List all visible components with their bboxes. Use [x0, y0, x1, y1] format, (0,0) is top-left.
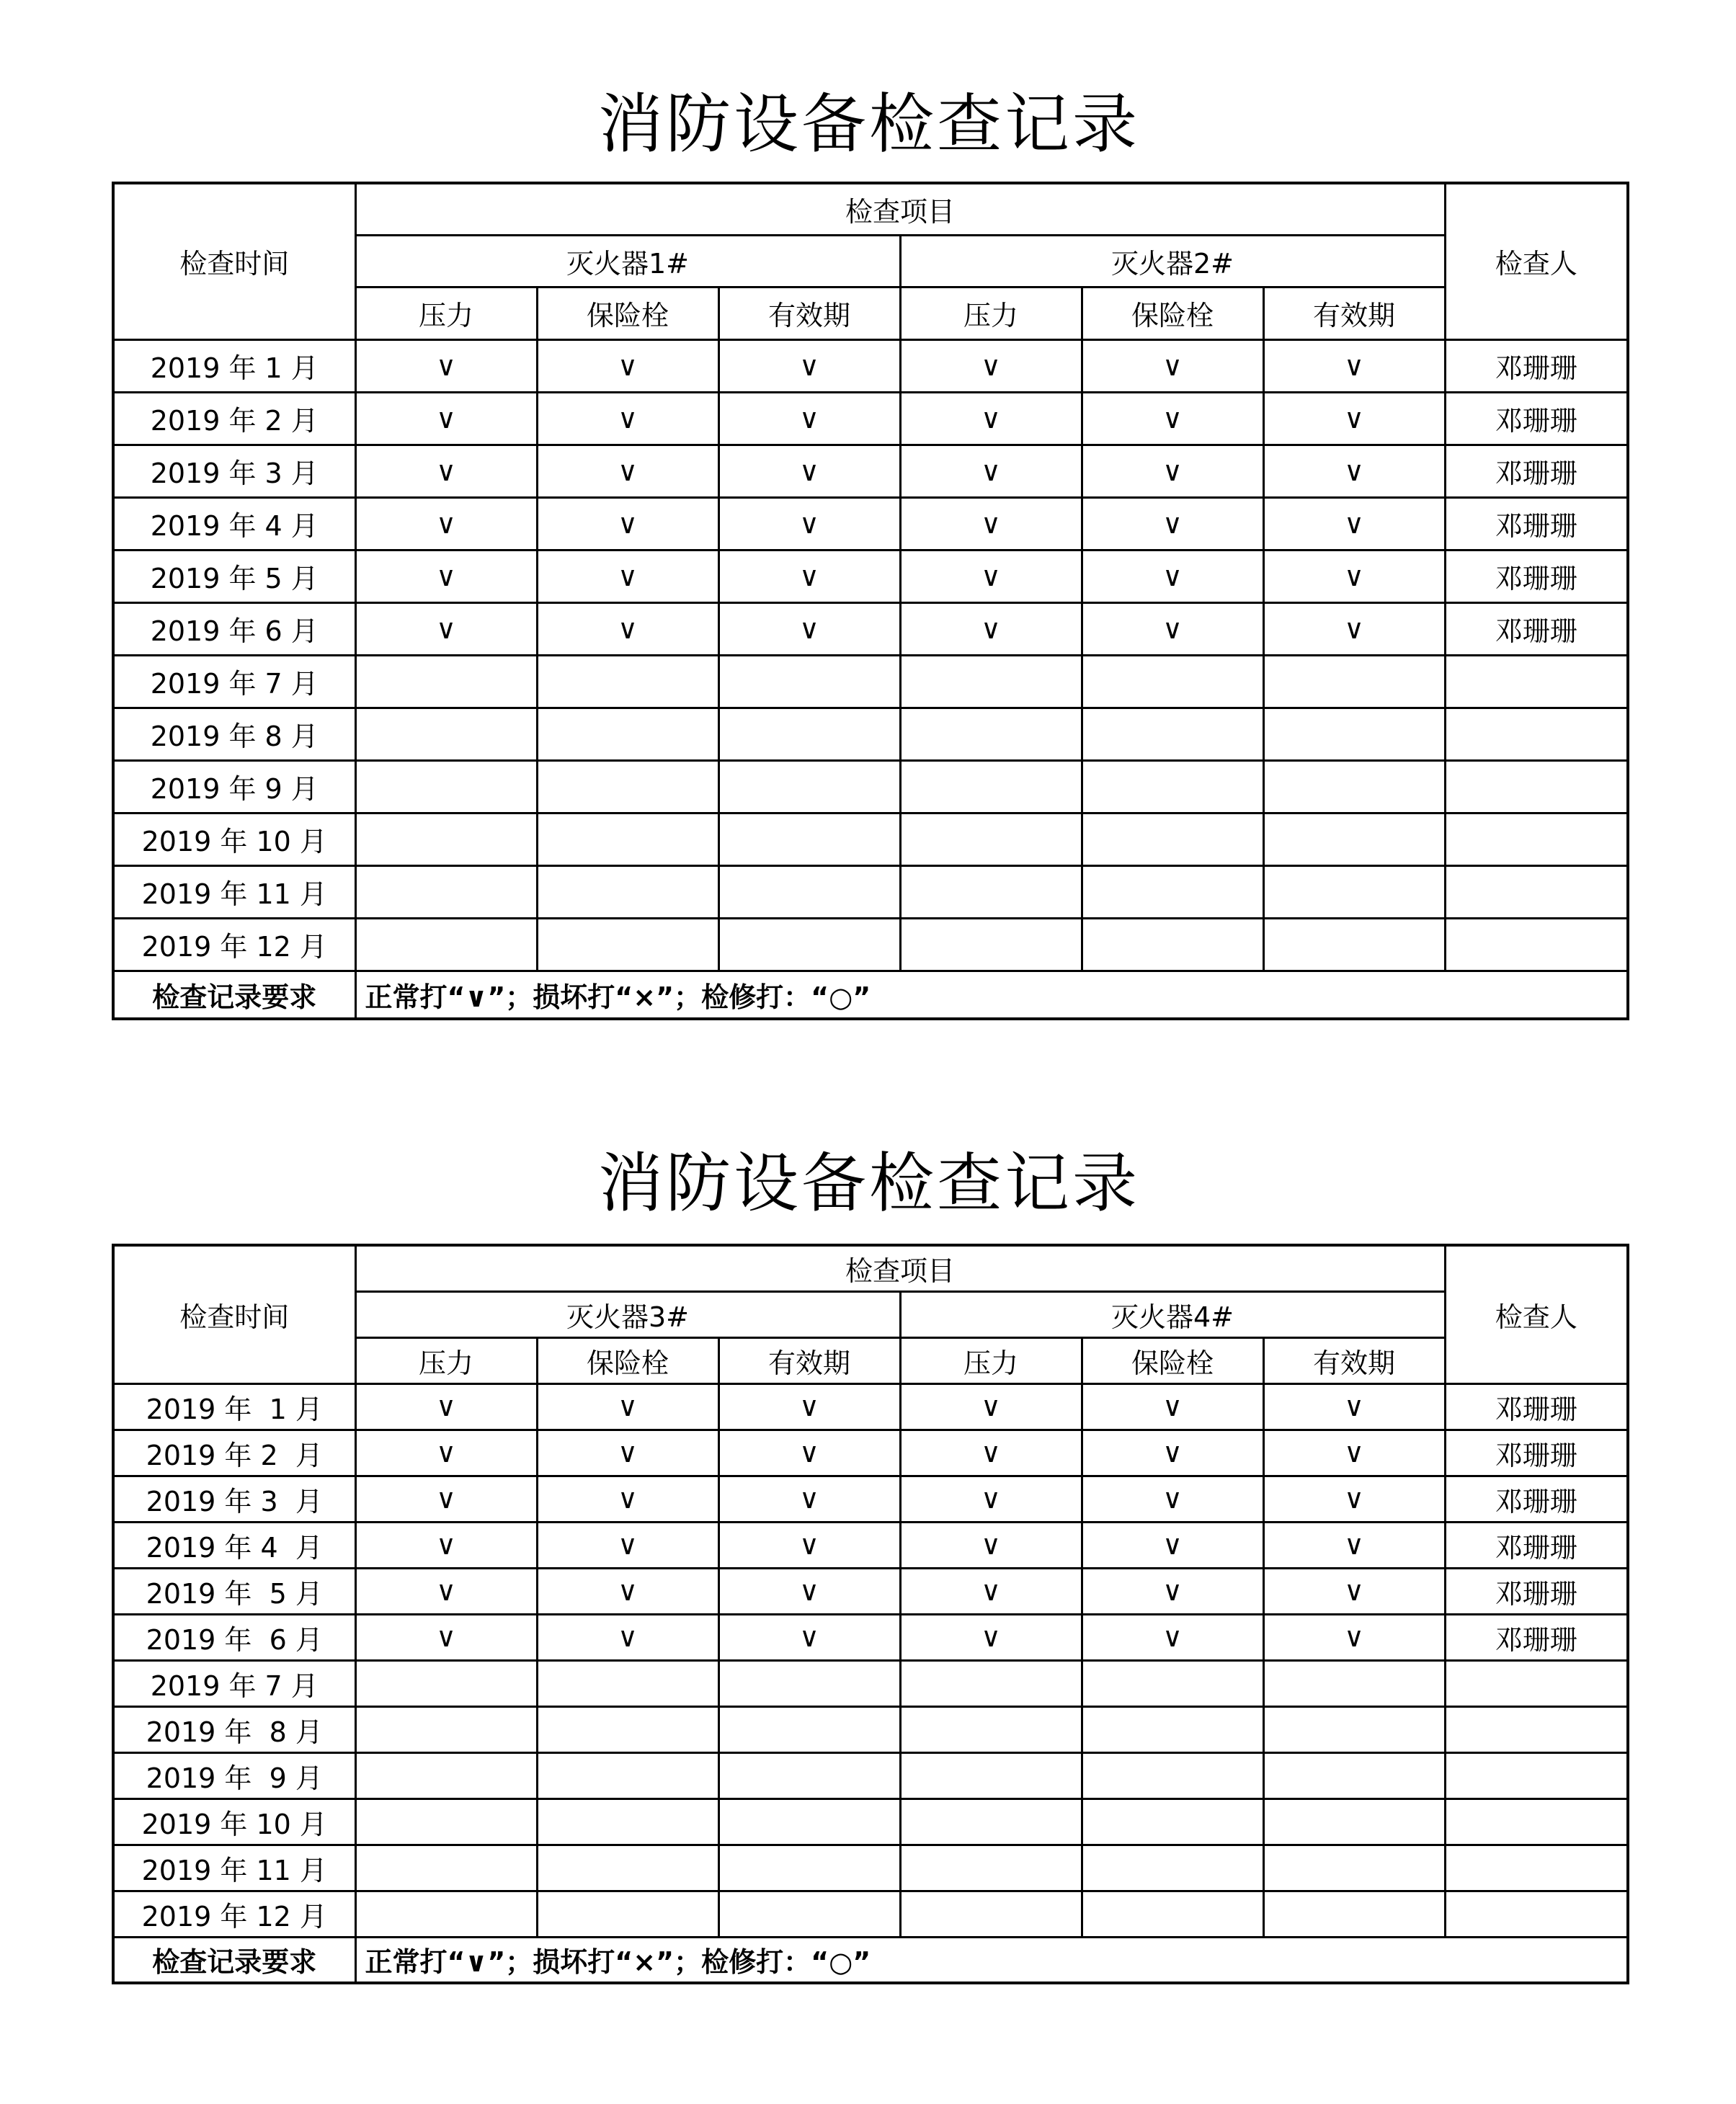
check-mark-cell[interactable]: [900, 760, 1082, 813]
sheet-title: 消防设备检查记录: [598, 86, 1140, 162]
check-mark-cell[interactable]: [355, 813, 537, 865]
header-device-a: 灭火器3#: [355, 1291, 900, 1337]
check-mark-cell[interactable]: ∨: [900, 1614, 1082, 1660]
note-text: 正常打“∨”；损坏打“×”；检修打：“○”: [355, 971, 1628, 1019]
table-row: [113, 1706, 1628, 1752]
inspector-cell[interactable]: [1445, 865, 1628, 918]
inspector-cell[interactable]: 邓珊珊: [1445, 1614, 1628, 1660]
inspector-cell[interactable]: [1445, 1706, 1628, 1752]
check-mark-cell[interactable]: ∨: [900, 445, 1082, 497]
table-row: [113, 1383, 1628, 1430]
header-sub-expiry: 有效期: [1263, 287, 1445, 339]
check-mark-cell[interactable]: ∨: [718, 339, 900, 392]
check-mark-cell[interactable]: [1263, 1706, 1445, 1752]
note-label: 检查记录要求: [113, 1937, 355, 1983]
inspector-cell[interactable]: [1445, 1660, 1628, 1706]
header-time: 检查时间: [113, 1245, 355, 1383]
check-mark-cell[interactable]: [1082, 1798, 1263, 1845]
check-mark-cell[interactable]: ∨: [1082, 1614, 1263, 1660]
check-mark-cell[interactable]: [1263, 1752, 1445, 1798]
inspector-cell[interactable]: 邓珊珊: [1445, 1476, 1628, 1522]
table-row: [113, 1891, 1628, 1937]
check-mark-cell[interactable]: [355, 1706, 537, 1752]
check-mark-cell[interactable]: [537, 918, 718, 971]
inspector-cell[interactable]: 邓珊珊: [1445, 497, 1628, 550]
check-mark-cell[interactable]: ∨: [1263, 497, 1445, 550]
header-sub-safety-pin: 保险栓: [537, 1337, 718, 1383]
check-mark-cell[interactable]: [900, 1706, 1082, 1752]
inspection-sheet-2: [112, 1146, 1626, 1984]
date-cell: 2019 年 1 月: [113, 1383, 355, 1430]
inspector-cell[interactable]: 邓珊珊: [1445, 602, 1628, 655]
header-device-b: 灭火器2#: [900, 235, 1445, 287]
check-mark-cell[interactable]: [355, 1891, 537, 1937]
date-cell: 2019 年 5 月: [113, 550, 355, 602]
table-row: [113, 813, 1628, 865]
check-mark-cell[interactable]: ∨: [1082, 339, 1263, 392]
check-mark-cell[interactable]: [718, 760, 900, 813]
check-mark-cell[interactable]: [355, 918, 537, 971]
check-mark-cell[interactable]: ∨: [537, 602, 718, 655]
header-sub-safety-pin: 保险栓: [1082, 1337, 1263, 1383]
check-mark-cell[interactable]: ∨: [1082, 602, 1263, 655]
inspector-cell[interactable]: 邓珊珊: [1445, 1383, 1628, 1430]
check-mark-cell[interactable]: ∨: [718, 1430, 900, 1476]
check-mark-cell[interactable]: [1263, 1845, 1445, 1891]
check-mark-cell[interactable]: [1082, 760, 1263, 813]
date-cell: 2019 年 7 月: [113, 1660, 355, 1706]
check-mark-cell[interactable]: [718, 813, 900, 865]
table-row: [113, 550, 1628, 602]
check-mark-cell[interactable]: ∨: [718, 445, 900, 497]
check-mark-cell[interactable]: ∨: [1263, 1614, 1445, 1660]
table-row: [113, 760, 1628, 813]
inspector-cell[interactable]: 邓珊珊: [1445, 339, 1628, 392]
header-time: 检查时间: [113, 183, 355, 339]
check-mark-cell[interactable]: [1082, 1660, 1263, 1706]
check-mark-cell[interactable]: [1263, 708, 1445, 760]
date-cell: 2019 年 6 月: [113, 1614, 355, 1660]
check-mark-cell[interactable]: [1082, 1891, 1263, 1937]
date-cell: 2019 年 11 月: [113, 1845, 355, 1891]
check-mark-cell[interactable]: ∨: [1263, 339, 1445, 392]
date-cell: 2019 年 12 月: [113, 1891, 355, 1937]
inspection-sheet-1: [112, 86, 1626, 1020]
check-mark-cell[interactable]: [1082, 708, 1263, 760]
inspection-table: [112, 182, 1629, 1020]
check-mark-cell[interactable]: [1263, 813, 1445, 865]
check-mark-cell[interactable]: ∨: [1263, 1430, 1445, 1476]
date-cell: 2019 年 2 月: [113, 1430, 355, 1476]
check-mark-cell[interactable]: [355, 1845, 537, 1891]
check-mark-cell[interactable]: [537, 1845, 718, 1891]
check-mark-cell[interactable]: [1082, 1845, 1263, 1891]
inspector-cell[interactable]: 邓珊珊: [1445, 1430, 1628, 1476]
check-mark-cell[interactable]: [355, 1752, 537, 1798]
check-mark-cell[interactable]: ∨: [355, 1476, 537, 1522]
date-cell: 2019 年 5 月: [113, 1568, 355, 1614]
check-mark-cell[interactable]: ∨: [355, 497, 537, 550]
header-sub-pressure: 压力: [900, 1337, 1082, 1383]
check-mark-cell[interactable]: ∨: [718, 602, 900, 655]
check-mark-cell[interactable]: ∨: [537, 1522, 718, 1568]
check-mark-cell[interactable]: ∨: [1263, 602, 1445, 655]
check-mark-cell[interactable]: [1263, 1798, 1445, 1845]
table-row: [113, 392, 1628, 445]
check-mark-cell[interactable]: ∨: [537, 392, 718, 445]
check-mark-cell[interactable]: ∨: [718, 550, 900, 602]
check-mark-cell[interactable]: [355, 708, 537, 760]
check-mark-cell[interactable]: ∨: [1082, 445, 1263, 497]
header-person: 检查人: [1445, 1245, 1628, 1383]
inspector-cell[interactable]: 邓珊珊: [1445, 1522, 1628, 1568]
check-mark-cell[interactable]: [1082, 655, 1263, 708]
check-mark-cell[interactable]: ∨: [718, 1476, 900, 1522]
table-row: [113, 1430, 1628, 1476]
check-mark-cell[interactable]: ∨: [1082, 550, 1263, 602]
check-mark-cell[interactable]: [900, 708, 1082, 760]
check-mark-cell[interactable]: ∨: [1082, 392, 1263, 445]
check-mark-cell[interactable]: ∨: [537, 445, 718, 497]
check-mark-cell[interactable]: [537, 865, 718, 918]
check-mark-cell[interactable]: ∨: [355, 1568, 537, 1614]
date-cell: 2019 年 4 月: [113, 497, 355, 550]
check-mark-cell[interactable]: ∨: [900, 602, 1082, 655]
check-mark-cell[interactable]: ∨: [1082, 1568, 1263, 1614]
date-cell: 2019 年 6 月: [113, 602, 355, 655]
check-mark-cell[interactable]: [900, 1752, 1082, 1798]
check-mark-cell[interactable]: ∨: [355, 1614, 537, 1660]
check-mark-cell[interactable]: ∨: [718, 497, 900, 550]
check-mark-cell[interactable]: ∨: [1263, 1383, 1445, 1430]
inspection-table: [112, 1244, 1629, 1984]
check-mark-cell[interactable]: ∨: [900, 1430, 1082, 1476]
check-mark-cell[interactable]: [1263, 655, 1445, 708]
check-mark-cell[interactable]: [1082, 865, 1263, 918]
check-mark-cell[interactable]: ∨: [900, 497, 1082, 550]
check-mark-cell[interactable]: ∨: [718, 1614, 900, 1660]
check-mark-cell[interactable]: [537, 760, 718, 813]
check-mark-cell[interactable]: [1263, 918, 1445, 971]
table-row: [113, 602, 1628, 655]
date-cell: 2019 年 11 月: [113, 865, 355, 918]
table-row: [113, 918, 1628, 971]
table-row: [113, 708, 1628, 760]
check-mark-cell[interactable]: [1263, 760, 1445, 813]
check-mark-cell[interactable]: [355, 1798, 537, 1845]
check-mark-cell[interactable]: ∨: [900, 1522, 1082, 1568]
inspector-cell[interactable]: [1445, 1891, 1628, 1937]
date-cell: 2019 年 9 月: [113, 1752, 355, 1798]
header-person: 检查人: [1445, 183, 1628, 339]
check-mark-cell[interactable]: [355, 865, 537, 918]
table-row: [113, 1522, 1628, 1568]
check-mark-cell[interactable]: [1082, 1752, 1263, 1798]
check-mark-cell[interactable]: [1263, 1660, 1445, 1706]
date-cell: 2019 年 7 月: [113, 655, 355, 708]
date-cell: 2019 年 3 月: [113, 445, 355, 497]
check-mark-cell[interactable]: ∨: [355, 392, 537, 445]
header-items: 检查项目: [355, 183, 1445, 235]
header-sub-pressure: 压力: [355, 287, 537, 339]
table-row: [113, 1845, 1628, 1891]
check-mark-cell[interactable]: [537, 1660, 718, 1706]
check-mark-cell[interactable]: ∨: [1263, 1476, 1445, 1522]
check-mark-cell[interactable]: [537, 655, 718, 708]
table-row: [113, 1476, 1628, 1522]
check-mark-cell[interactable]: [900, 813, 1082, 865]
header-sub-pressure: 压力: [355, 1337, 537, 1383]
check-mark-cell[interactable]: ∨: [718, 392, 900, 445]
check-mark-cell[interactable]: [1082, 813, 1263, 865]
check-mark-cell[interactable]: [900, 918, 1082, 971]
check-mark-cell[interactable]: [355, 1660, 537, 1706]
date-cell: 2019 年 1 月: [113, 339, 355, 392]
check-mark-cell[interactable]: ∨: [1082, 1476, 1263, 1522]
inspector-cell[interactable]: [1445, 1798, 1628, 1845]
check-mark-cell[interactable]: [900, 1845, 1082, 1891]
header-items: 检查项目: [355, 1245, 1445, 1291]
check-mark-cell[interactable]: ∨: [1082, 1430, 1263, 1476]
check-mark-cell[interactable]: [537, 1798, 718, 1845]
table-row: [113, 1660, 1628, 1706]
check-mark-cell[interactable]: [718, 1845, 900, 1891]
table-row: [113, 339, 1628, 392]
check-mark-cell[interactable]: ∨: [900, 1383, 1082, 1430]
date-cell: 2019 年 4 月: [113, 1522, 355, 1568]
header-device-a: 灭火器1#: [355, 235, 900, 287]
date-cell: 2019 年 8 月: [113, 1706, 355, 1752]
check-mark-cell[interactable]: [355, 655, 537, 708]
check-mark-cell[interactable]: ∨: [537, 1568, 718, 1614]
check-mark-cell[interactable]: [900, 865, 1082, 918]
check-mark-cell[interactable]: ∨: [900, 550, 1082, 602]
check-mark-cell[interactable]: ∨: [355, 1383, 537, 1430]
header-sub-expiry: 有效期: [718, 287, 900, 339]
note-text: 正常打“∨”；损坏打“×”；检修打：“○”: [355, 1937, 1628, 1983]
date-cell: 2019 年 10 月: [113, 813, 355, 865]
check-mark-cell[interactable]: [718, 1752, 900, 1798]
check-mark-cell[interactable]: [900, 1798, 1082, 1845]
check-mark-cell[interactable]: ∨: [900, 339, 1082, 392]
check-mark-cell[interactable]: [900, 1891, 1082, 1937]
check-mark-cell[interactable]: ∨: [537, 1383, 718, 1430]
check-mark-cell[interactable]: ∨: [355, 1430, 537, 1476]
check-mark-cell[interactable]: [537, 1752, 718, 1798]
check-mark-cell[interactable]: [1082, 918, 1263, 971]
date-cell: 2019 年 8 月: [113, 708, 355, 760]
header-sub-expiry: 有效期: [718, 1337, 900, 1383]
table-row: [113, 1568, 1628, 1614]
table-row: [113, 1614, 1628, 1660]
check-mark-cell[interactable]: ∨: [355, 339, 537, 392]
header-sub-safety-pin: 保险栓: [537, 287, 718, 339]
inspector-cell[interactable]: [1445, 708, 1628, 760]
check-mark-cell[interactable]: [900, 655, 1082, 708]
date-cell: 2019 年 10 月: [113, 1798, 355, 1845]
table-row: [113, 655, 1628, 708]
check-mark-cell[interactable]: ∨: [718, 1568, 900, 1614]
date-cell: 2019 年 9 月: [113, 760, 355, 813]
check-mark-cell[interactable]: [718, 708, 900, 760]
table-row: [113, 497, 1628, 550]
check-mark-cell[interactable]: ∨: [1263, 550, 1445, 602]
table-row: [113, 1798, 1628, 1845]
check-mark-cell[interactable]: ∨: [1263, 1568, 1445, 1614]
check-mark-cell[interactable]: ∨: [537, 1476, 718, 1522]
check-mark-cell[interactable]: [718, 1798, 900, 1845]
check-mark-cell[interactable]: ∨: [1263, 445, 1445, 497]
check-mark-cell[interactable]: [718, 865, 900, 918]
date-cell: 2019 年 2 月: [113, 392, 355, 445]
check-mark-cell[interactable]: ∨: [1082, 1522, 1263, 1568]
table-row: [113, 865, 1628, 918]
header-sub-pressure: 压力: [900, 287, 1082, 339]
check-mark-cell[interactable]: ∨: [1263, 392, 1445, 445]
check-mark-cell[interactable]: ∨: [537, 1430, 718, 1476]
check-mark-cell[interactable]: [537, 708, 718, 760]
check-mark-cell[interactable]: ∨: [900, 1476, 1082, 1522]
check-mark-cell[interactable]: [1082, 1706, 1263, 1752]
header-device-b: 灭火器4#: [900, 1291, 1445, 1337]
check-mark-cell[interactable]: [1263, 865, 1445, 918]
check-mark-cell[interactable]: ∨: [537, 497, 718, 550]
sheet-title: 消防设备检查记录: [598, 1146, 1140, 1221]
inspector-cell[interactable]: [1445, 813, 1628, 865]
check-mark-cell[interactable]: [537, 1706, 718, 1752]
date-cell: 2019 年 12 月: [113, 918, 355, 971]
check-mark-cell[interactable]: [718, 655, 900, 708]
check-mark-cell[interactable]: ∨: [1082, 1383, 1263, 1430]
check-mark-cell[interactable]: [718, 1660, 900, 1706]
inspector-cell[interactable]: 邓珊珊: [1445, 550, 1628, 602]
check-mark-cell[interactable]: [718, 1706, 900, 1752]
check-mark-cell[interactable]: [718, 1891, 900, 1937]
check-mark-cell[interactable]: ∨: [355, 602, 537, 655]
inspector-cell[interactable]: [1445, 760, 1628, 813]
check-mark-cell[interactable]: [537, 1891, 718, 1937]
check-mark-cell[interactable]: ∨: [355, 550, 537, 602]
inspector-cell[interactable]: [1445, 1752, 1628, 1798]
inspector-cell[interactable]: 邓珊珊: [1445, 1568, 1628, 1614]
check-mark-cell[interactable]: [900, 1660, 1082, 1706]
header-sub-expiry: 有效期: [1263, 1337, 1445, 1383]
check-mark-cell[interactable]: ∨: [900, 1568, 1082, 1614]
table-row: [113, 1752, 1628, 1798]
check-mark-cell[interactable]: [355, 760, 537, 813]
check-mark-cell[interactable]: [537, 813, 718, 865]
check-mark-cell[interactable]: [1263, 1891, 1445, 1937]
note-label: 检查记录要求: [113, 971, 355, 1019]
check-mark-cell[interactable]: ∨: [355, 445, 537, 497]
date-cell: 2019 年 3 月: [113, 1476, 355, 1522]
inspector-cell[interactable]: 邓珊珊: [1445, 392, 1628, 445]
check-mark-cell[interactable]: ∨: [900, 392, 1082, 445]
check-mark-cell[interactable]: [718, 918, 900, 971]
check-mark-cell[interactable]: ∨: [355, 1522, 537, 1568]
check-mark-cell[interactable]: ∨: [718, 1383, 900, 1430]
inspector-cell[interactable]: [1445, 655, 1628, 708]
check-mark-cell[interactable]: ∨: [537, 550, 718, 602]
check-mark-cell[interactable]: ∨: [1263, 1522, 1445, 1568]
check-mark-cell[interactable]: ∨: [537, 339, 718, 392]
inspector-cell[interactable]: 邓珊珊: [1445, 445, 1628, 497]
check-mark-cell[interactable]: ∨: [718, 1522, 900, 1568]
table-row: [113, 445, 1628, 497]
header-sub-safety-pin: 保险栓: [1082, 287, 1263, 339]
inspector-cell[interactable]: [1445, 918, 1628, 971]
check-mark-cell[interactable]: ∨: [537, 1614, 718, 1660]
inspector-cell[interactable]: [1445, 1845, 1628, 1891]
check-mark-cell[interactable]: ∨: [1082, 497, 1263, 550]
